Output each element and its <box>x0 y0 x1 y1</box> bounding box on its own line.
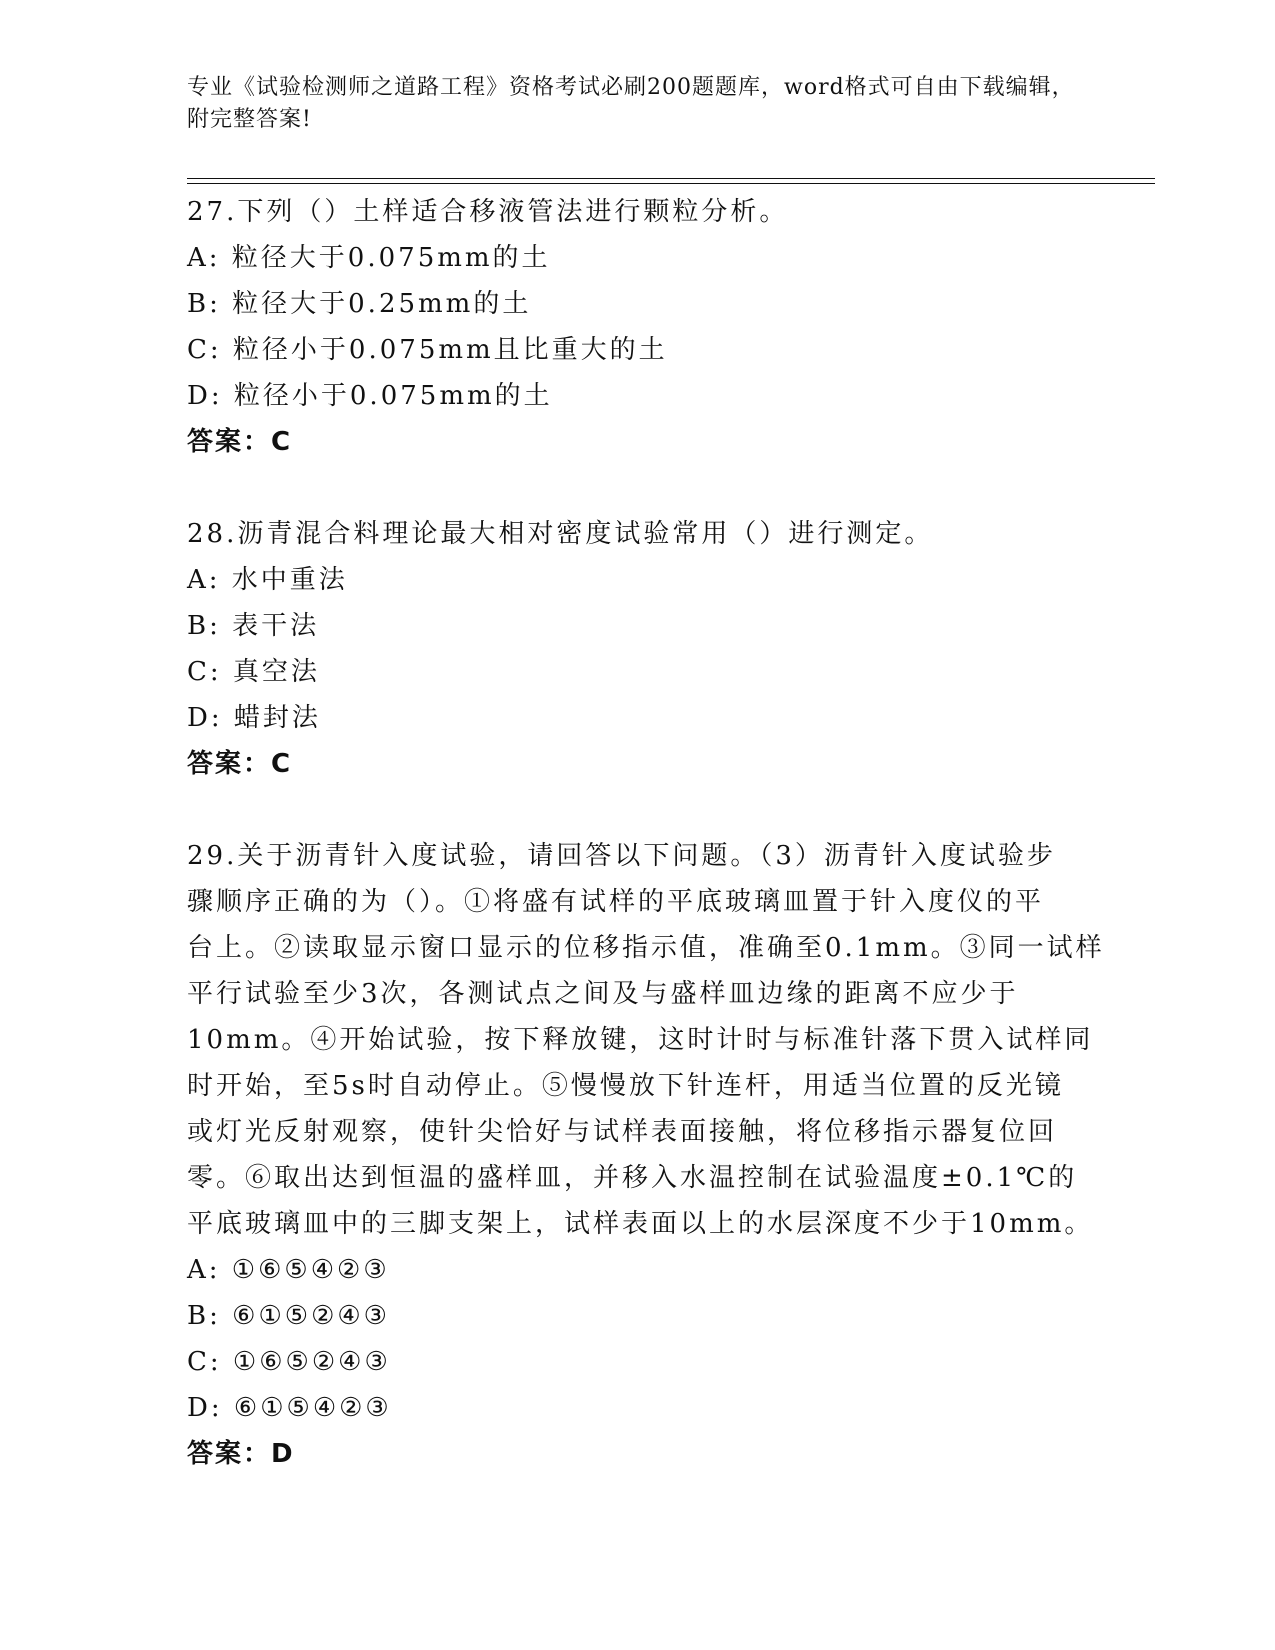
option-letter: A <box>187 565 209 595</box>
option-text: ①⑥⑤②④③ <box>221 1347 391 1377</box>
option-letter: B <box>187 289 210 319</box>
option-letter: C <box>187 335 210 365</box>
option-d <box>187 373 1087 419</box>
option-b <box>187 1293 1087 1339</box>
question-28 <box>187 511 1087 787</box>
option-letter: D <box>187 1393 211 1423</box>
option-separator: : <box>209 611 221 641</box>
header-rule-bottom <box>187 183 1155 184</box>
option-separator: : <box>209 335 222 365</box>
question-stem-line: 或灯光反射观察，使针尖恰好与试样表面接触，将位移指示器复位回 <box>187 1117 1058 1147</box>
question-stem-line: 10mm。④开始试验，按下释放键，这时计时与标准针落下贯入试样同 <box>187 1025 1094 1055</box>
question-stem-line: 平底玻璃皿中的三脚支架上，试样表面以上的水层深度不少于10mm。 <box>187 1209 1094 1239</box>
option-a <box>187 557 1087 603</box>
option-a <box>187 1247 1087 1293</box>
option-letter: A <box>187 1255 209 1285</box>
option-separator: : <box>209 657 222 687</box>
option-letter: A <box>187 243 209 273</box>
question-27 <box>187 189 1087 465</box>
question-stem: 28.沥青混合料理论最大相对密度试验常用（）进行测定。 <box>187 519 934 549</box>
option-letter: C <box>187 657 210 687</box>
option-separator: : <box>208 565 221 595</box>
option-d <box>187 695 1087 741</box>
option-text: 表干法 <box>220 611 320 641</box>
option-c <box>187 327 1087 373</box>
option-separator: : <box>209 1347 222 1377</box>
option-b <box>187 603 1087 649</box>
option-text: ⑥①⑤④②③ <box>222 1393 392 1423</box>
header-rule-top <box>187 178 1155 179</box>
option-letter: B <box>187 1301 210 1331</box>
option-a <box>187 235 1087 281</box>
question-stem-line: 平行试验至少3次，各测试点之间及与盛样皿边缘的距离不应少于 <box>187 979 1019 1009</box>
option-b <box>187 281 1087 327</box>
option-letter: D <box>187 381 211 411</box>
option-text: 粒径小于0.075mm的土 <box>222 381 553 411</box>
option-text: 粒径大于0.25mm的土 <box>220 289 532 319</box>
option-text: 水中重法 <box>220 565 348 595</box>
option-text: 真空法 <box>221 657 320 687</box>
answer-label: 答案：D <box>187 1439 295 1469</box>
question-list <box>187 189 1105 1523</box>
option-c <box>187 1339 1087 1385</box>
answer-label: 答案：C <box>187 749 293 779</box>
question-stem: 27.下列（）土样适合移液管法进行颗粒分析。 <box>187 197 789 227</box>
question-stem-line: 时开始，至5s时自动停止。⑤慢慢放下针连杆，用适当位置的反光镜 <box>187 1071 1064 1101</box>
option-c <box>187 649 1087 695</box>
option-letter: B <box>187 611 210 641</box>
question-stem-line: 29.关于沥青针入度试验，请回答以下问题。（3）沥青针入度试验步 <box>187 841 1056 871</box>
option-text: 蜡封法 <box>222 703 321 733</box>
option-separator: : <box>210 1393 223 1423</box>
option-separator: : <box>209 289 221 319</box>
question-stem-line: 骤顺序正确的为（）。①将盛有试样的平底玻璃皿置于针入度仪的平 <box>187 887 1045 917</box>
option-letter: C <box>187 1347 210 1377</box>
option-text: 粒径大于0.075mm的土 <box>220 243 551 273</box>
option-text: ①⑥⑤④②③ <box>220 1255 390 1285</box>
answer-label: 答案：C <box>187 427 293 457</box>
option-separator: : <box>209 1301 221 1331</box>
option-text: 粒径小于0.075mm且比重大的土 <box>221 335 668 365</box>
question-stem-line: 零。⑥取出达到恒温的盛样皿，并移入水温控制在试验温度±0.1℃的 <box>187 1163 1078 1193</box>
option-text: ⑥①⑤②④③ <box>220 1301 390 1331</box>
option-separator: : <box>210 381 223 411</box>
option-letter: D <box>187 703 211 733</box>
option-separator: : <box>210 703 223 733</box>
question-stem-line: 台上。②读取显示窗口显示的位移指示值，准确至0.1mm。③同一试样 <box>187 933 1105 963</box>
option-separator: : <box>208 243 221 273</box>
document-header: 专业《试验检测师之道路工程》资格考试必刷200题题库，word格式可自由下载编辑，附完整答案! <box>187 75 1075 132</box>
option-separator: : <box>208 1255 221 1285</box>
option-d <box>187 1385 1087 1431</box>
question-29 <box>187 833 1105 1477</box>
